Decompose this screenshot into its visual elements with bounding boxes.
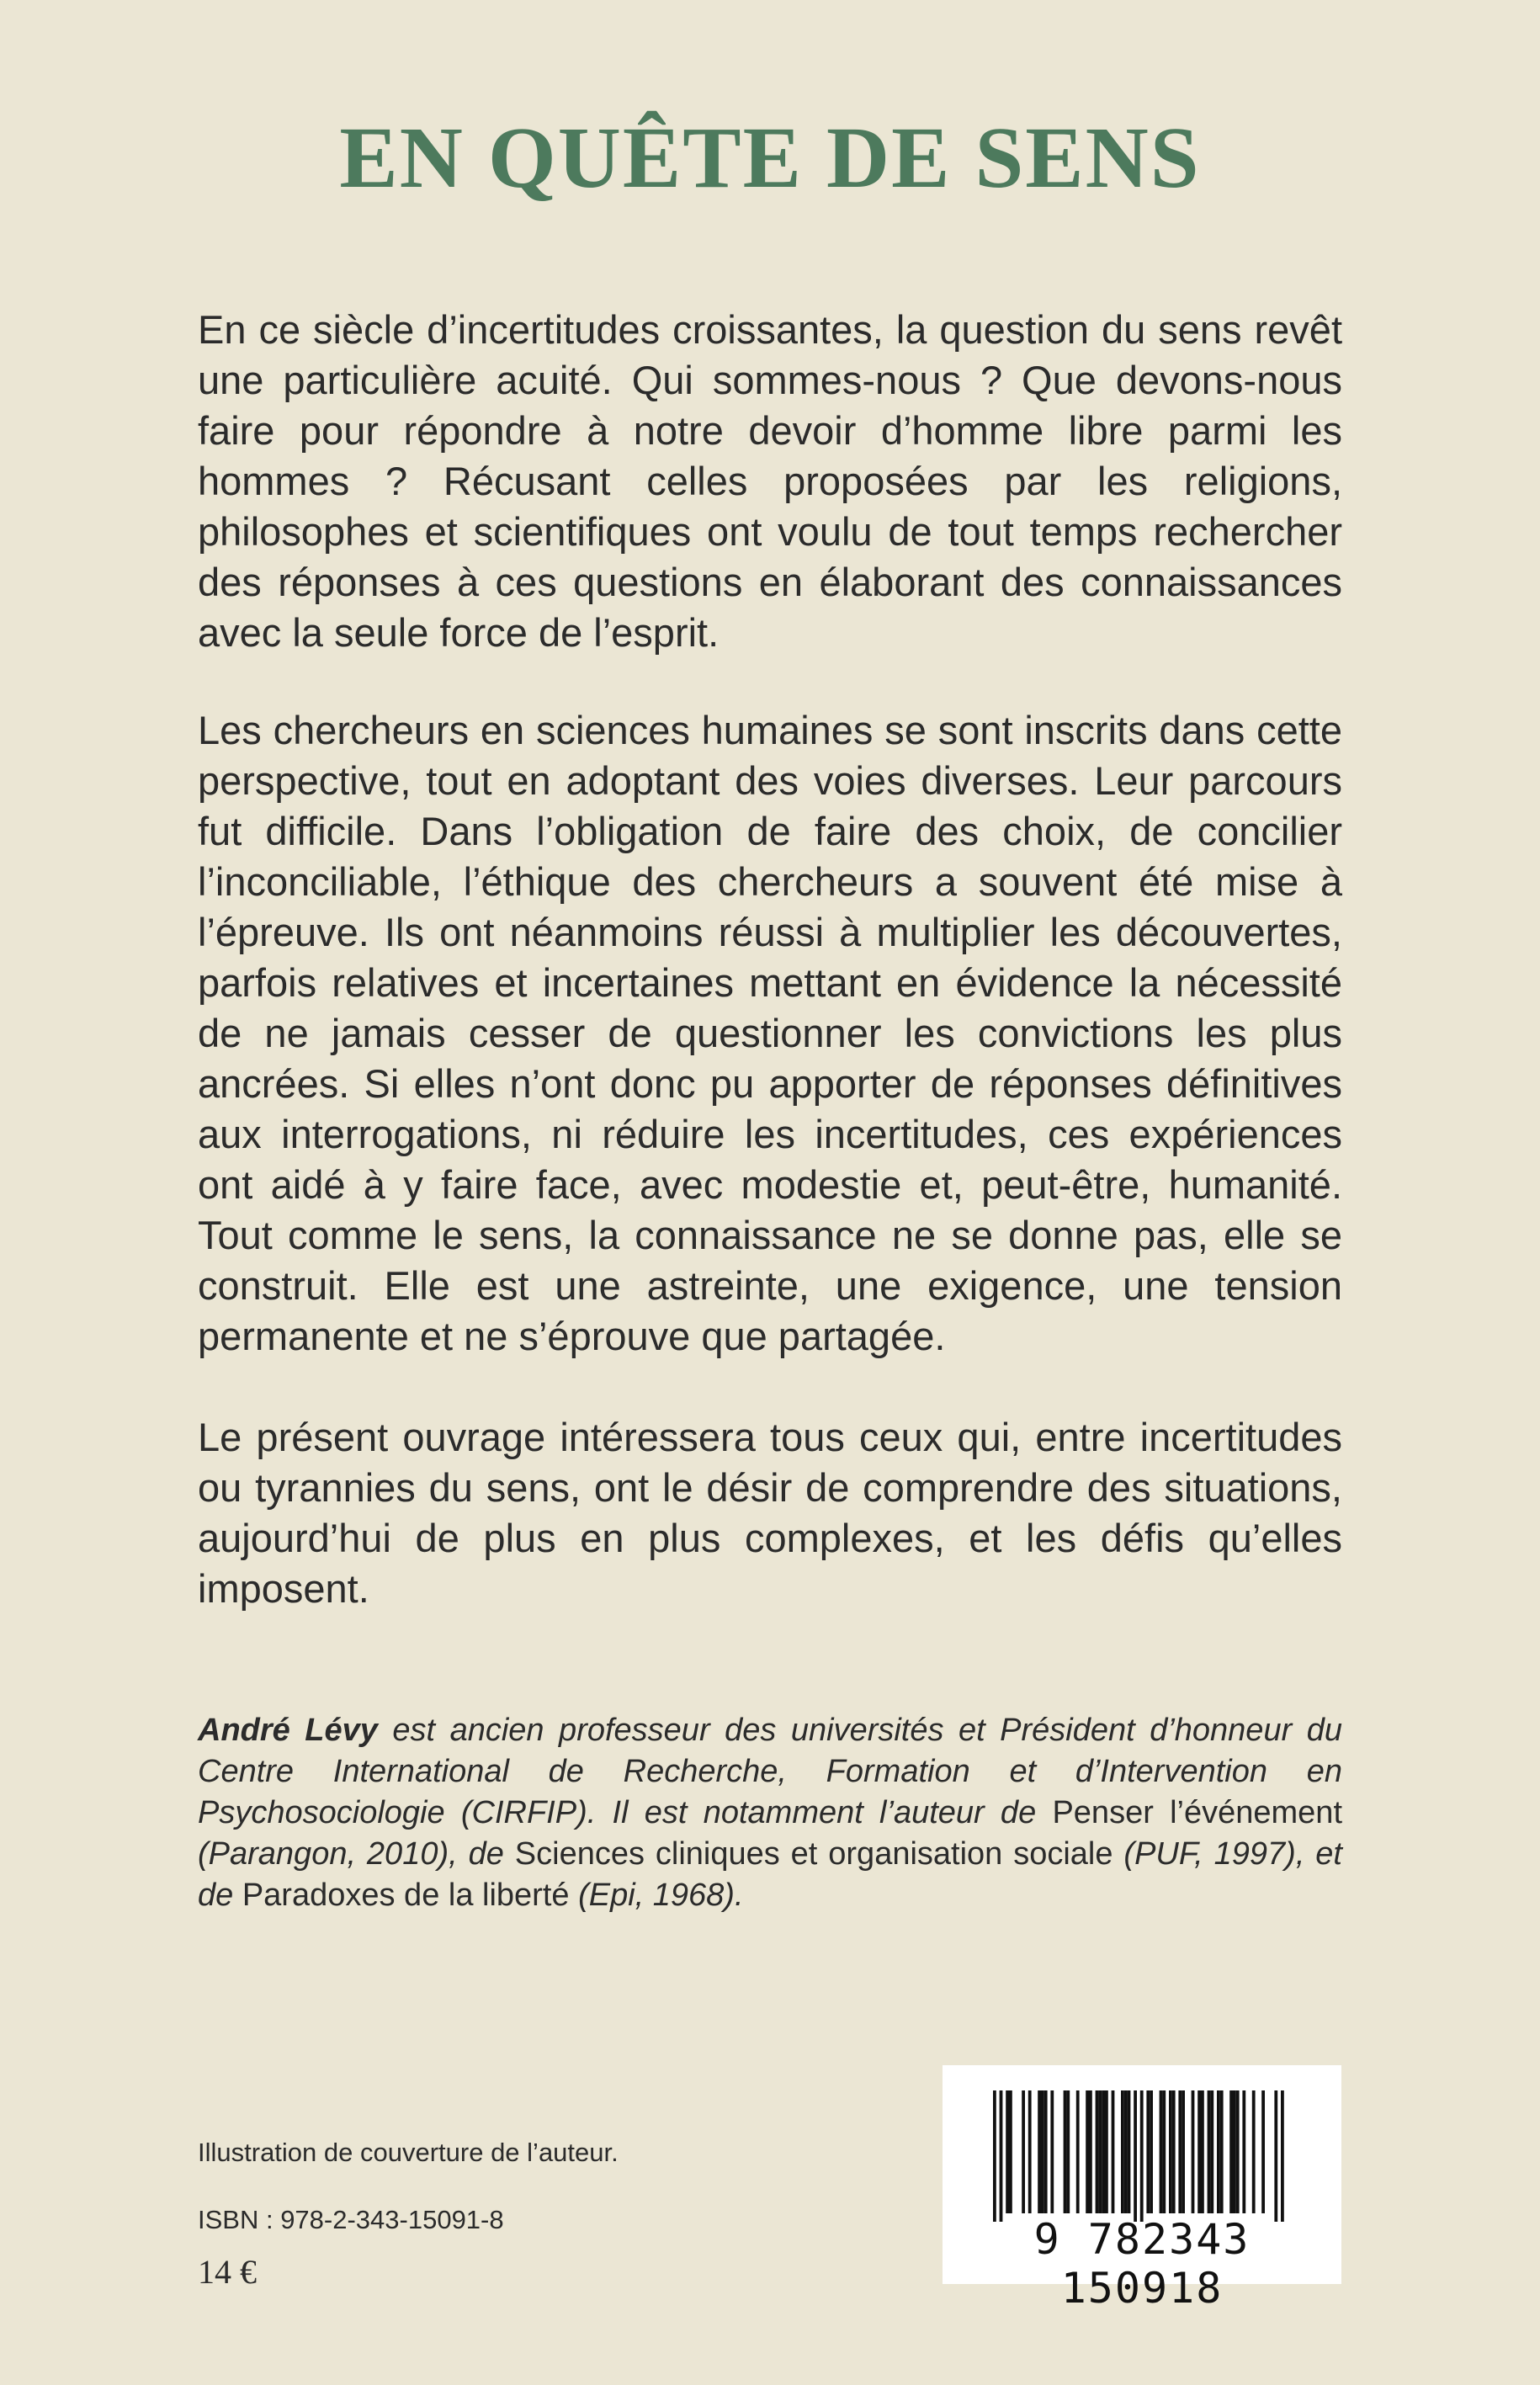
- isbn-number: ISBN : 978-2-343-15091-8: [198, 2205, 504, 2234]
- bio-text-3: (PUF, 1997), et de: [198, 1836, 1342, 1913]
- book-title: EN QUÊTE DE SENS: [339, 109, 1201, 206]
- barcode-digits: 9 782343 150918: [1033, 2215, 1251, 2313]
- author-bio: [198, 1710, 1342, 1916]
- price: 14 €: [198, 2253, 257, 2291]
- summary-paragraph-2: Les chercheurs en sciences humaines se sont inscrits dans cette perspective, tout en adoptant des voies diverses. Leur parcours fut difficile. Dans l’obligation de faire des choix, de concilier l’inconciliable, l’éthique des chercheurs a souvent été mise à l’épreuve. Ils ont néanmoins réussi à multiplier les découvertes, parfois relatives et incertaines mettant en évidence la nécessité de ne jamais cesser de questionner les convictions les plus ancrées. Si elles n’ont donc pu apporter de réponses définitives aux interrogations, ni réduire les incertitudes, ces expériences ont aidé à y faire face, avec modestie et, peut-être, humanité. Tout comme le sens, la connaissance ne se donne pas, elle se construit. Elle est une astreinte, une exigence, une tension permanente et ne s’éprouve que partagée.: [198, 708, 1342, 1358]
- book-title-2: Sciences cliniques et organisation sociale: [514, 1836, 1113, 1872]
- author-name: André Lévy: [198, 1713, 378, 1748]
- barcode: [943, 2065, 1341, 2313]
- bio-text-1: est ancien professeur des universités et Président d’honneur du Centre International de Recherche, Formation et d’Intervention en Psychosociologie (CIRFIP). Il est notamment l’auteur de: [198, 1713, 1342, 1830]
- book-title-3: Paradoxes de la liberté: [242, 1878, 570, 1913]
- summary-paragraph-1: En ce siècle d’incertitudes croissantes, la question du sens revêt une particulière acuité. Qui sommes-nous ? Que devons-nous faire pour répondre à notre devoir d’homme libre parmi les hommes ? Récusant celles proposées par les religions, philosophes et scientifiques ont voulu de tout temps rechercher des réponses à ces questions en élaborant des connaissances avec la seule force de l’esprit.: [198, 307, 1342, 655]
- book-title-1: Penser l’événement: [1052, 1795, 1343, 1830]
- bio-text-4: (Epi, 1968).: [569, 1878, 744, 1913]
- cover-illustration-credit: Illustration de couverture de l’auteur.: [198, 2138, 619, 2167]
- summary-paragraph-3: Le présent ouvrage intéressera tous ceux qui, entre incertitudes ou tyrannies du sens, ont le désir de comprendre des situations, aujourd’hui de plus en plus complexes, et les défis qu’elles imposent.: [198, 1415, 1342, 1611]
- bio-text-2: (Parangon, 2010), de: [198, 1836, 515, 1872]
